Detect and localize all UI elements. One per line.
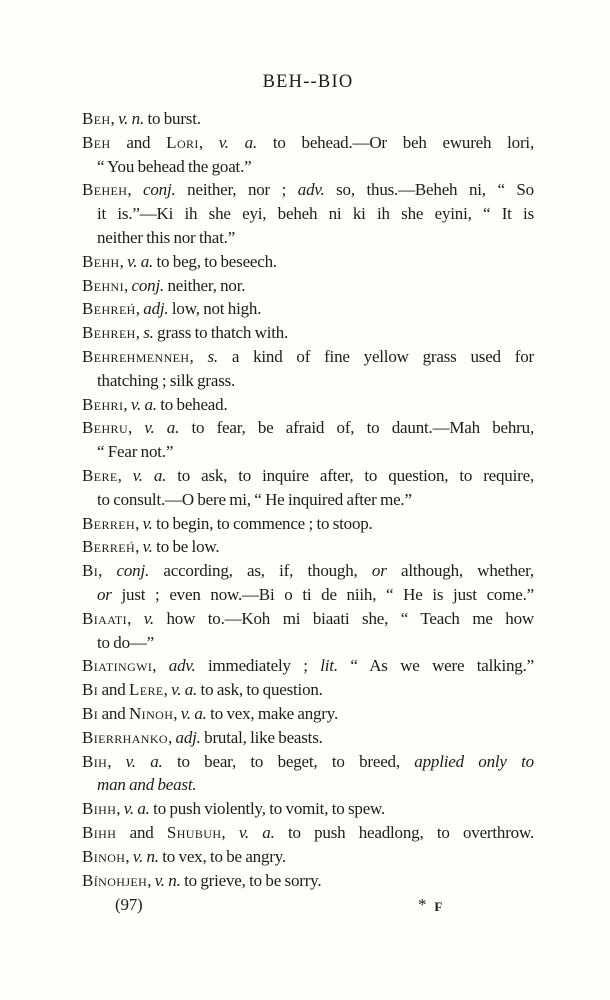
text-segment: to do—” — [97, 632, 155, 652]
italic-segment: v. — [143, 608, 154, 628]
entry-line — [82, 250, 534, 274]
text-segment: , — [168, 727, 176, 747]
text-segment: low, not high. — [168, 299, 262, 319]
dictionary-entry — [82, 654, 534, 678]
entry-line — [82, 535, 534, 559]
text-segment: , — [117, 465, 133, 485]
headword: Behri — [82, 394, 124, 414]
text-segment: to burst. — [144, 109, 201, 128]
text-segment: “ Fear not.” — [97, 442, 174, 462]
entry-line — [82, 631, 534, 655]
italic-segment: v. n. — [154, 870, 181, 890]
entry-line — [82, 583, 534, 607]
text-segment: so, thus.—Beheh ni, “ So — [324, 180, 534, 200]
text-segment: to ask, to question. — [197, 680, 323, 700]
text-segment: and — [98, 703, 129, 723]
text-segment: neither this nor that.” — [97, 227, 236, 247]
text-segment: a kind of fine yellow grass used for — [217, 346, 534, 366]
headword: Ninoh — [129, 703, 174, 723]
text-segment: and — [110, 132, 167, 152]
dictionary-entry — [82, 464, 534, 512]
text-segment: immediately ; — [195, 656, 321, 676]
headword: Beh — [82, 132, 111, 152]
page-number: (97) — [115, 895, 143, 915]
text-segment: to push headlong, to overthrow. — [274, 822, 534, 842]
entry-line — [82, 274, 534, 298]
italic-segment: s. — [143, 323, 154, 343]
entry-line — [82, 178, 534, 202]
text-segment: , — [107, 751, 126, 771]
entry-line — [82, 416, 534, 440]
headword: Berreh́ — [82, 537, 136, 557]
dictionary-entry — [82, 512, 534, 536]
dictionary-entry — [82, 821, 534, 845]
entry-line — [82, 869, 534, 893]
dictionary-entry — [82, 250, 534, 274]
italic-segment: v. a. — [130, 394, 157, 414]
dictionary-entry — [82, 274, 534, 298]
dictionary-entry — [82, 178, 534, 249]
dictionary-entry — [82, 393, 534, 417]
entry-line — [82, 155, 534, 179]
text-segment: , — [123, 394, 131, 414]
italic-segment: adv. — [168, 656, 196, 676]
text-segment: to vex, make angry. — [206, 703, 339, 723]
headword: Beheh — [82, 180, 128, 200]
headword: Biatingwi — [82, 656, 153, 676]
text-segment: to ask, to inquire after, to question, to require, — [166, 465, 534, 485]
italic-segment: conj. — [131, 275, 165, 295]
headword: Behh — [82, 251, 120, 271]
dictionary-entry — [82, 345, 534, 393]
dictionary-entry — [82, 678, 534, 702]
text-segment: , — [163, 680, 172, 700]
dictionary-entry — [82, 321, 534, 345]
italic-segment: v. a. — [125, 751, 163, 771]
headword: Bi — [82, 703, 99, 723]
entry-line — [82, 107, 534, 131]
headword: Biaati — [82, 608, 128, 628]
headword: Behreh́ — [82, 299, 136, 319]
text-segment: and — [98, 680, 129, 700]
dictionary-entry — [82, 750, 534, 798]
entry-line — [82, 369, 534, 393]
italic-segment: adj. — [175, 727, 201, 747]
italic-segment: v. a. — [132, 465, 167, 485]
italic-segment: v. a. — [180, 703, 207, 723]
text-segment: , — [135, 537, 143, 557]
text-segment: , — [98, 561, 117, 581]
text-segment: and — [116, 822, 167, 842]
text-segment: grass to thatch with. — [153, 323, 289, 343]
dictionary-entry — [82, 559, 534, 607]
text-segment: to behead. — [156, 394, 228, 414]
text-segment: , — [221, 822, 239, 842]
text-segment: , — [116, 799, 124, 819]
entry-line — [82, 845, 534, 869]
entry-line — [82, 131, 534, 155]
italic-segment: or — [371, 561, 387, 581]
italic-segment: v. n. — [132, 846, 159, 866]
headword: Beh — [82, 109, 111, 128]
text-segment: neither, nor. — [164, 275, 246, 295]
headword: Shubuh — [166, 822, 222, 842]
dictionary-entry — [82, 726, 534, 750]
headword: Lere — [129, 680, 164, 700]
text-segment: to beg, to beseech. — [153, 251, 277, 271]
italic-segment: conj. — [143, 180, 176, 200]
entry-line — [82, 797, 534, 821]
headword: Bihh — [82, 799, 117, 819]
text-segment: how to.—Koh mi biaati she, “ Teach me how — [153, 608, 534, 628]
entry-line — [82, 202, 534, 226]
entry-line — [82, 607, 534, 631]
asterisk-icon: * — [418, 895, 427, 915]
text-segment: , — [147, 870, 155, 890]
italic-segment: lit. — [320, 656, 338, 676]
entry-line — [82, 393, 534, 417]
text-segment: to bear, to beget, to breed, — [162, 751, 415, 771]
headword: Behru — [82, 418, 129, 438]
headword: Behreh — [82, 323, 136, 343]
dictionary-entry — [82, 107, 534, 131]
entry-line — [82, 345, 534, 369]
signature-letter: F — [434, 899, 443, 915]
text-segment: , — [135, 323, 144, 343]
dictionary-entry — [82, 297, 534, 321]
text-segment: to behead.—Or beh ewureh lori, — [257, 132, 534, 152]
entry-line — [82, 297, 534, 321]
italic-segment: v. a. — [123, 799, 150, 819]
italic-segment: v. — [142, 513, 153, 533]
text-segment: to be low. — [152, 537, 220, 557]
italic-segment: v. a. — [218, 132, 258, 152]
italic-segment: s. — [207, 346, 218, 366]
text-segment: , — [189, 346, 208, 366]
entry-line — [82, 464, 534, 488]
text-segment: neither, nor ; — [175, 180, 298, 200]
text-segment: although, whether, — [386, 561, 534, 581]
dictionary-entry — [82, 702, 534, 726]
text-segment: , — [135, 513, 143, 533]
signature-mark — [418, 893, 443, 919]
text-segment: , — [125, 846, 133, 866]
text-segment: , — [135, 299, 144, 319]
text-segment: , — [110, 109, 119, 128]
text-segment: it is.”—Ki ih she eyi, beheh ni ki ih she eyini, “ It is — [97, 204, 534, 224]
dictionary-entry — [82, 845, 534, 869]
entry-line — [82, 226, 534, 250]
italic-segment: applied only to — [414, 751, 534, 771]
italic-segment: v. a. — [238, 822, 275, 842]
text-segment: , — [152, 656, 169, 676]
italic-segment: adj. — [143, 299, 169, 319]
text-segment: just ; even now.—Bi o ti de niih, “ He is just come.” — [111, 584, 534, 604]
italic-segment: v. a. — [144, 418, 180, 438]
dictionary-entry — [82, 416, 534, 464]
text-segment: thatching ; silk grass. — [97, 370, 236, 390]
text-segment: to push violently, to vomit, to spew. — [149, 799, 386, 819]
text-segment: to vex, to be angry. — [158, 846, 286, 866]
italic-segment: v. n. — [118, 109, 144, 128]
entry-line — [82, 773, 534, 797]
entry-line — [82, 702, 534, 726]
italic-segment: conj. — [116, 561, 150, 581]
entry-line — [82, 559, 534, 583]
text-segment: , — [127, 180, 144, 200]
headword: Binoh — [82, 846, 126, 866]
page-header: BEH--BIO — [262, 72, 354, 92]
italic-segment: man and beast. — [97, 775, 197, 795]
headword: Bierrhanko — [82, 727, 169, 747]
italic-segment: v. a. — [127, 251, 154, 271]
headword: Bih — [82, 751, 108, 771]
text-column — [82, 107, 534, 917]
headword: Bínohjeh — [82, 870, 148, 890]
text-segment: “ As we were talking.” — [337, 656, 534, 676]
headword: Bi — [82, 680, 99, 700]
entry-line — [82, 750, 534, 774]
headword: Behni — [82, 275, 124, 295]
headword: Behrehmenneh — [82, 346, 190, 366]
dictionary-entry — [82, 131, 534, 179]
text-segment: according, as, if, though, — [149, 561, 372, 581]
page-footer — [82, 893, 534, 917]
entry-line — [82, 321, 534, 345]
entry-line — [82, 488, 534, 512]
entries-list — [82, 107, 534, 892]
text-segment: to consult.—O bere mi, “ He inquired after me.” — [97, 489, 412, 509]
text-segment: , — [173, 703, 181, 723]
italic-segment: v. — [142, 537, 153, 557]
entry-line — [82, 512, 534, 536]
headword: Bere — [82, 465, 118, 485]
entry-line — [82, 821, 534, 845]
text-segment: to fear, be afraid of, to daunt.—Mah behru, — [179, 418, 534, 438]
entry-line — [82, 726, 534, 750]
text-segment: , — [128, 418, 145, 438]
text-segment: , — [198, 132, 219, 152]
entry-line — [82, 654, 534, 678]
italic-segment: v. a. — [171, 680, 198, 700]
text-segment: , — [119, 251, 128, 271]
italic-segment: or — [97, 584, 112, 604]
entry-line — [82, 678, 534, 702]
text-segment: , — [127, 608, 144, 628]
entry-line — [82, 440, 534, 464]
headword: Bihh — [82, 822, 117, 842]
dictionary-entry — [82, 869, 534, 893]
dictionary-entry — [82, 607, 534, 655]
text-segment: to begin, to commence ; to stoop. — [152, 513, 373, 533]
text-segment: brutal, like beasts. — [200, 727, 323, 747]
headword: Lori — [166, 132, 199, 152]
headword: Berreh — [82, 513, 136, 533]
text-segment: to grieve, to be sorry. — [180, 870, 322, 890]
text-segment: “ You behead the goat.” — [97, 156, 252, 176]
text-segment: , — [124, 275, 132, 295]
italic-segment: adv. — [297, 180, 325, 200]
dictionary-entry — [82, 797, 534, 821]
dictionary-entry — [82, 535, 534, 559]
headword: Bi — [82, 561, 99, 581]
